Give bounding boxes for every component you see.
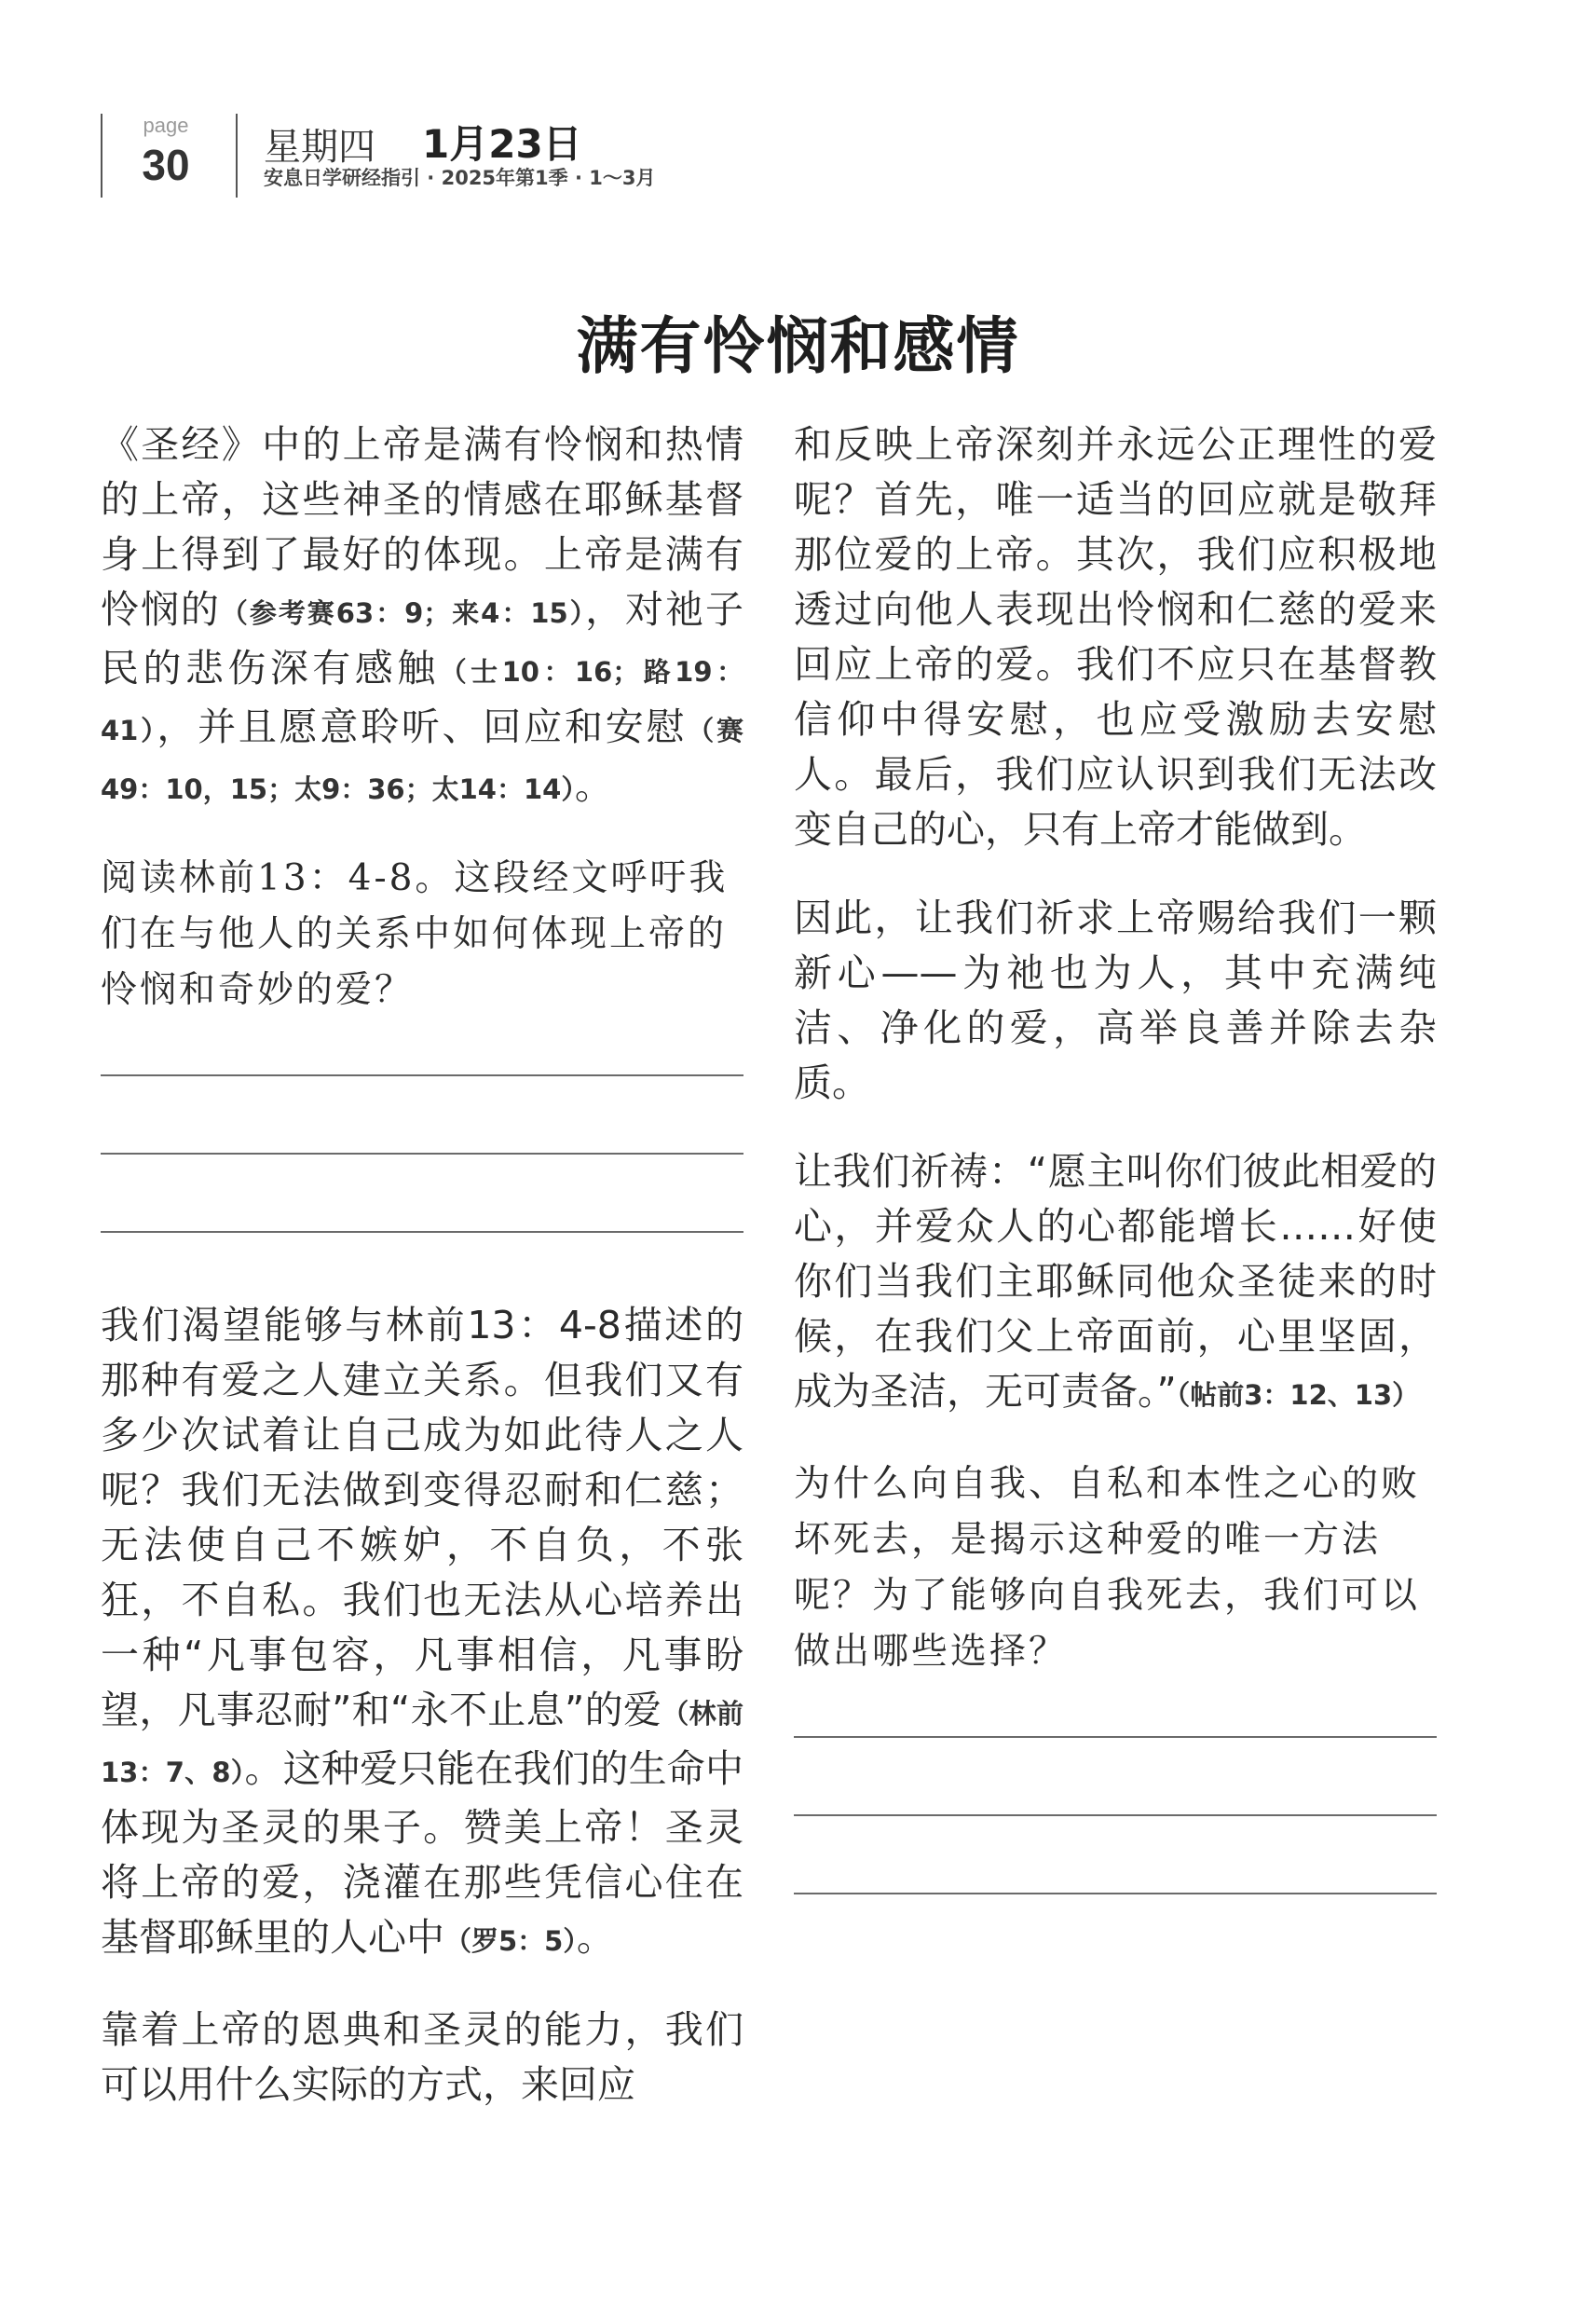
scripture-reference: （士10：16；路19：41） [101, 656, 744, 746]
scripture-reference: （林前13：7、8） [101, 1698, 743, 1788]
page-number: 30 [142, 141, 190, 189]
lesson-title: 满有怜悯和感情 [576, 309, 1020, 382]
answer-line[interactable] [101, 1074, 743, 1076]
paragraph-text: 我们渴望能够与林前13：4-8描述的那种有爱之人建立关系。但我们又有多少次试着让自己成为如此待人之人呢？我们无法做到变得忍耐和仁慈；无法使自己不嫉妒，不自负，不张狂，不自私。我们也无法从心培养出一种“凡事包容，凡事相信，凡事盼望，凡事忍耐”和“永不止息”的爱 [101, 1303, 743, 1732]
paragraph-4: 和反映上帝深刻并永远公正理性的爱呢？首先，唯一适当的回应就是敬拜那位爱的上帝。其次，我们应积极地透过向他人表现出怜悯和仁慈的爱来回应上帝的爱。我们不应只在基督教信仰中得安慰，也应受激励去安慰人。最后，我们应认识到我们无法改变自己的心，只有上帝才能做到。 [794, 422, 1437, 852]
series-title: 安息日学研经指引 · 2025年第1季 · 1～3月 [264, 167, 656, 189]
page-label: page [143, 114, 189, 137]
paragraph-text: 《圣经》中的上帝是满有怜悯和热情的上帝，这些神圣的情感在耶稣基督身上得到了最好的体现。上帝是满有怜悯的 [101, 422, 743, 632]
paragraph-5: 因此，让我们祈求上帝赐给我们一颗新心——为祂也为人，其中充满纯洁、净化的爱，高举良善并除去杂质。 [794, 896, 1437, 1105]
paragraph-6 [794, 1144, 1437, 1423]
header-left-rule [101, 114, 102, 198]
paragraph-text: ，并且愿意聆听、回应和安慰 [157, 704, 688, 749]
right-column [794, 417, 1437, 1960]
header-divider-rule [236, 114, 238, 198]
left-column [101, 417, 743, 2146]
scripture-reference: （参考赛63：9；来4：15） [220, 597, 586, 629]
answer-line[interactable] [794, 1893, 1437, 1894]
paragraph-text: ，对祂子民的悲伤深有感触 [101, 587, 743, 691]
paragraph-text: 让我们祈祷：“愿主叫你们彼此相爱的心，并爱众人的心都能增长……好使你们当我们主耶稣同他众圣徒来的时候，在我们父上帝面前，心里坚固，成为圣洁，无可责备。” [794, 1149, 1437, 1414]
paragraph-3: 靠着上帝的恩典和圣灵的能力，我们可以用什么实际的方式，来回应 [101, 2007, 743, 2107]
study-question-2: 为什么向自我、自私和本性之心的败坏死去，是揭示这种爱的唯一方法呢？为了能够向自我死去，我们可以做出哪些选择？ [794, 1463, 1421, 1673]
weekday: 星期四 [264, 126, 375, 169]
date: 1月23日 [422, 121, 582, 167]
scripture-reference: （帖前3：12、13） [1176, 1379, 1420, 1411]
paragraph-text: 。这种爱只能在我们的生命中体现为圣灵的果子。赞美上帝！圣灵将上帝的爱，浇灌在那些凭信心住在基督耶稣里的人心中 [101, 1746, 744, 1960]
paragraph-1 [101, 417, 743, 817]
paragraph-text: 。 [576, 1915, 615, 1960]
scripture-reference: （罗5：5） [444, 1925, 577, 1957]
answer-lines-2[interactable] [794, 1736, 1437, 1894]
answer-lines-1[interactable] [101, 1074, 743, 1233]
answer-line[interactable] [794, 1814, 1437, 1816]
study-question-1: 阅读林前13：4-8。这段经文呼吁我们在与他人的关系中如何体现上帝的怜悯和奇妙的爱？ [101, 857, 729, 1011]
answer-line[interactable] [101, 1153, 743, 1155]
answer-line[interactable] [101, 1231, 743, 1233]
paragraph-2 [101, 1298, 743, 1969]
answer-line[interactable] [794, 1736, 1437, 1738]
paragraph-text: 。 [574, 763, 613, 808]
scripture-reference: （赛49：10，15；太9：36；太14：14） [101, 715, 743, 805]
